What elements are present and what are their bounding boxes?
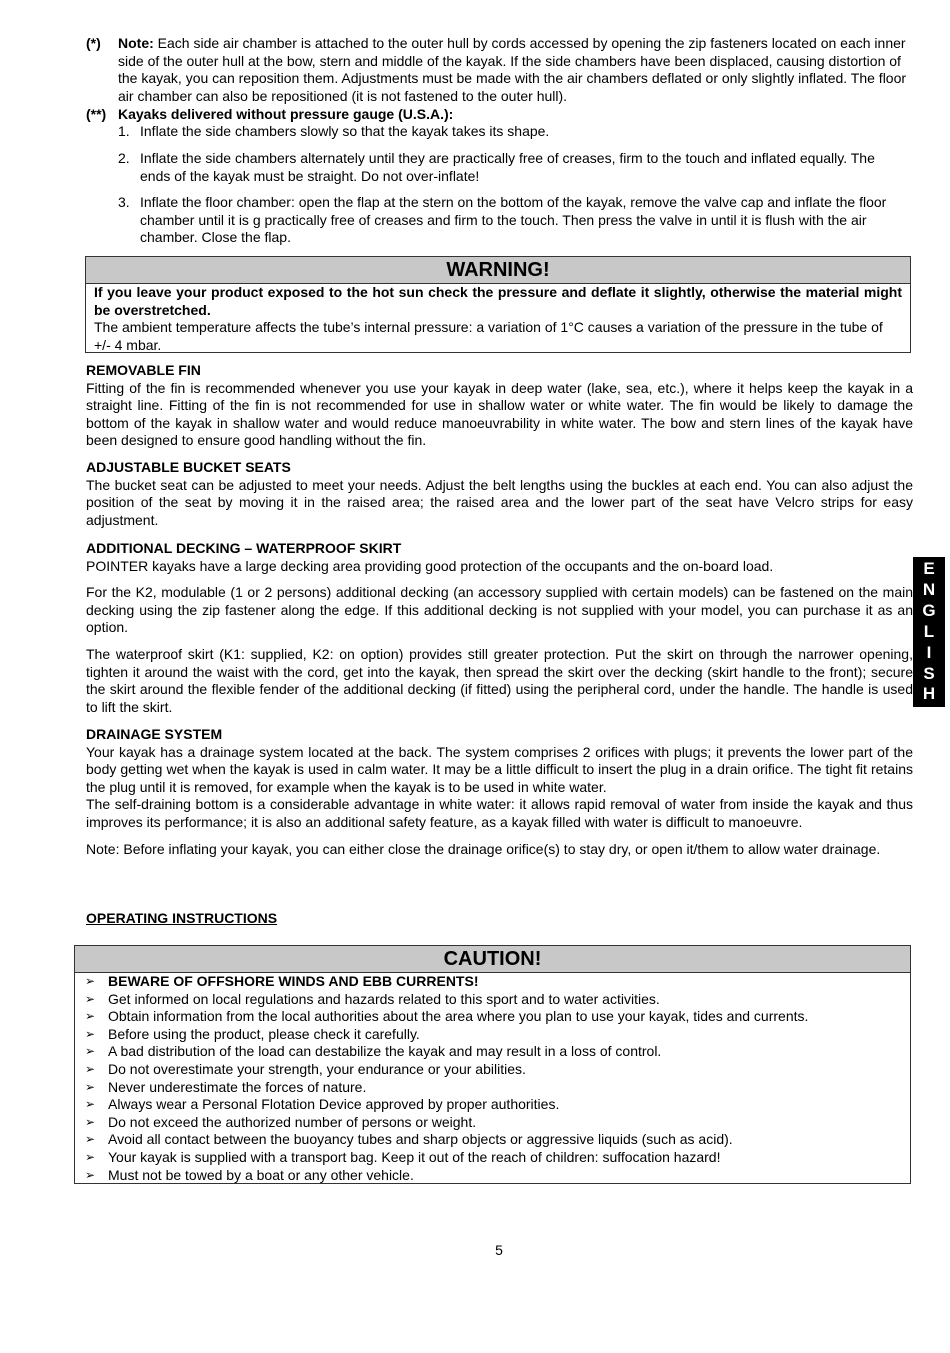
warning-title: WARNING! (86, 257, 910, 284)
tab-letter: G (922, 601, 936, 621)
operating-instructions-heading: OPERATING INSTRUCTIONS (86, 910, 278, 926)
caution-title: CAUTION! (75, 946, 910, 973)
section-bucket-seats (86, 459, 913, 529)
caution-item (85, 1043, 910, 1061)
caution-item-text: Get informed on local regulations and hazards related to this sport and to water activities. (108, 990, 660, 1007)
arrow-bullet-icon: ➢ (85, 1044, 96, 1059)
arrow-bullet-icon: ➢ (85, 1097, 96, 1112)
section-text: The self-draining bottom is a considerable advantage in white water: it allows rapid removal of water from inside the kayak and thus improves its performance; it is also an additional safety feature, as a kayak filled with water is difficult to manoeuvre. (86, 796, 913, 830)
arrow-bullet-icon: ➢ (85, 1114, 96, 1129)
section-text: The bucket seat can be adjusted to meet your needs. Adjust the belt lengths using the buckles at each end. You can also adjust the position of the seat by moving it in the raised area; the raised area and the lower part of the seat have Velcro strips for easy adjustment. (86, 476, 913, 528)
caution-item (85, 1026, 910, 1044)
caution-item-text: Must not be towed by a boat or any other vehicle. (108, 1166, 414, 1183)
caution-item (85, 1008, 910, 1026)
note-marker: (**) (86, 106, 107, 122)
caution-item (85, 1079, 910, 1097)
tab-letter: I (926, 642, 932, 662)
caution-item (85, 1096, 910, 1114)
arrow-bullet-icon: ➢ (85, 1132, 96, 1147)
caution-item-text: A bad distribution of the load can destabilize the kayak and may result in a loss of control. (108, 1043, 662, 1060)
section-decking (86, 540, 913, 716)
caution-item-text: Never underestimate the forces of nature. (108, 1078, 367, 1095)
caution-item (85, 1149, 910, 1167)
tab-letter: N (922, 580, 936, 600)
note-marker: (*) (86, 35, 101, 51)
section-removable-fin (86, 362, 913, 450)
section-text: Note: Before inflating your kayak, you can either close the drainage orifice(s) to stay dry, or open it/them to allow water drainage. (86, 840, 881, 857)
section-text: The waterproof skirt (K1: supplied, K2: on option) provides still greater protection. Put the skirt on through the narrower opening, tighten it around the waist with the cord, get into the kayak, then spread the skirt over the decking (skirt handle to the front); secure the skirt around the flexible fender of the additional decking (if fitted) using the peripheral cord, under the handle. The handle is used to lift the skirt. (86, 645, 913, 715)
step-text: Inflate the floor chamber: open the flap at the stern on the bottom of the kayak, remove the valve cap and inflate the floor chamber until it is g practically free of creases and firm to the touch. Then press the valve in until it is flush with the air chamber. Close the flap. (140, 194, 887, 246)
caution-item-text: Obtain information from the local authorities about the area where you plan to use your kayak, tides and currents. (108, 1008, 809, 1025)
section-text: POINTER kayaks have a large decking area providing good protection of the occupants and the on-board load. (86, 557, 774, 574)
step-number: 1. (118, 123, 130, 139)
note-body: Each side air chamber is attached to the outer hull by cords accessed by opening the zip fasteners located on each inner side of the outer hull at the bow, stern and middle of the kayak. If the side chambers have been displaced, causing distortion of the kayak, you can reposition them. Adjustments must be made with the air chambers deflated or only slightly inflated. The floor air chamber can also be repositioned (it is not fastened to the outer hull). (118, 35, 907, 104)
page-number: 5 (495, 1242, 503, 1258)
arrow-bullet-icon: ➢ (85, 1061, 96, 1076)
caution-item (85, 1061, 910, 1079)
caution-item-text: Always wear a Personal Flotation Device approved by proper authorities. (108, 1096, 560, 1113)
note-label: Note: (118, 35, 154, 51)
caution-box (74, 945, 911, 1184)
caution-item-text: Avoid all contact between the buoyancy tubes and sharp objects or aggressive liquids (such as acid). (108, 1131, 733, 1148)
arrow-bullet-icon: ➢ (85, 1079, 96, 1094)
note-title: Kayaks delivered without pressure gauge (U.S.A.): (118, 106, 454, 122)
arrow-bullet-icon: ➢ (85, 974, 96, 988)
step-number: 3. (118, 194, 130, 210)
section-heading: ADJUSTABLE BUCKET SEATS (86, 459, 291, 475)
arrow-bullet-icon: ➢ (85, 1167, 96, 1182)
tab-letter: L (923, 621, 935, 641)
caution-item (85, 1114, 910, 1132)
tab-letter: E (923, 559, 935, 579)
arrow-bullet-icon: ➢ (85, 991, 96, 1006)
caution-item (85, 1167, 910, 1185)
section-text: Fitting of the fin is recommended whenever you use your kayak in deep water (lake, sea, etc.), where it helps keep the kayak in a straight line. Fitting of the fin is not recommended for use in shallow water or white water. The fin would be likely to damage the bottom of the kayak in shallow water and would reduce manoeuvrability in white water. The bow and stern lines of the kayak have been designed to ensure good handling without the fin. (86, 379, 913, 449)
caution-item-text: BEWARE OF OFFSHORE WINDS AND EBB CURRENTS! (108, 973, 479, 989)
tab-letter: S (923, 663, 935, 683)
section-heading: DRAINAGE SYSTEM (86, 726, 223, 742)
caution-item (85, 991, 910, 1009)
caution-item-text: Do not exceed the authorized number of persons or weight. (108, 1113, 477, 1130)
section-heading: REMOVABLE FIN (86, 362, 201, 378)
section-text: For the K2, modulable (1 or 2 persons) additional decking (an accessory supplied with certain models) can be fastened on the main decking using the zip fastener along the edge. If this additional decking is not supplied with your model, you can purchase it as an option. (86, 584, 913, 636)
caution-item (85, 973, 910, 991)
section-text: Your kayak has a drainage system located at the back. The system comprises 2 orifices with plugs; it prevents the lower part of the body getting wet when the kayak is used in calm water. It may be a little difficult to insert the plug in a drain orifice. The tight fit retains the plug until it is removed, for example when the kayak is to be used in white water. (86, 743, 913, 795)
caution-item-text: Your kayak is supplied with a transport bag. Keep it out of the reach of children: suffocation hazard! (108, 1148, 721, 1165)
arrow-bullet-icon: ➢ (85, 1149, 96, 1164)
section-heading: ADDITIONAL DECKING – WATERPROOF SKIRT (86, 540, 402, 556)
warning-content (86, 284, 910, 354)
note-text (118, 35, 916, 105)
step-text: Inflate the side chambers alternately until they are practically free of creases, firm to the touch and inflated equally. The ends of the kayak must be straight. Do not over-inflate! (140, 150, 875, 184)
language-tab-english (913, 557, 945, 707)
arrow-bullet-icon: ➢ (85, 1009, 96, 1024)
arrow-bullet-icon: ➢ (85, 1026, 96, 1041)
caution-item-text: Do not overestimate your strength, your endurance or your abilities. (108, 1060, 526, 1077)
warning-bold-text: If you leave your product exposed to the hot sun check the pressure and deflate it slightly, otherwise the material might be overstretched. (94, 284, 902, 318)
caution-item-text: Before using the product, please check it carefully. (108, 1025, 420, 1042)
caution-list (75, 973, 910, 1184)
warning-text: The ambient temperature affects the tube’s internal pressure: a variation of 1°C causes a variation of the pressure in the tube of +/- 4 mbar. (94, 319, 883, 353)
warning-box (85, 256, 911, 353)
tab-letter: H (922, 684, 936, 704)
step-number: 2. (118, 150, 130, 166)
caution-item (85, 1131, 910, 1149)
step-text: Inflate the side chambers slowly so that the kayak takes its shape. (140, 123, 550, 139)
section-drainage (86, 726, 913, 858)
